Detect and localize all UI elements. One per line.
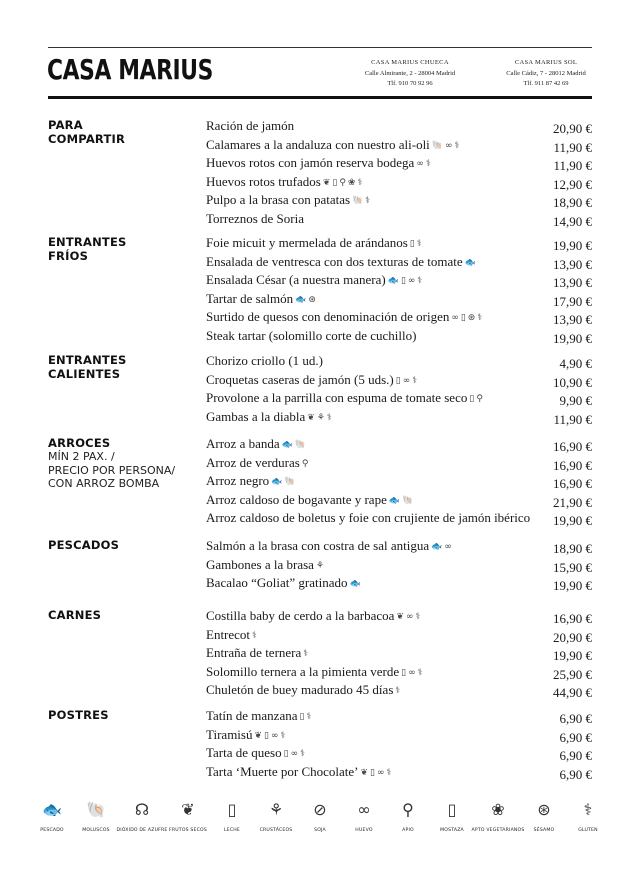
wheat-icon: ⚕ (412, 375, 418, 386)
legend-item (254, 800, 298, 833)
legend-label: FRUTOS SECOS (169, 828, 207, 833)
menu-item (206, 271, 592, 289)
shell-icon: 🐚 (86, 800, 106, 819)
section-title-line: CARNES (48, 608, 102, 622)
fish-icon: 🐟 (464, 257, 476, 268)
menu-item (206, 681, 592, 699)
menu-item-name-text: Tartar de salmón (206, 290, 294, 306)
menu-item-price: 11,90 € (553, 411, 592, 427)
legend-item (386, 800, 430, 833)
legend-label: PESCADO (40, 828, 64, 833)
menu-item (206, 117, 592, 135)
menu-item-price: 9,90 € (559, 393, 592, 408)
menu-item-price: 19,90 € (553, 648, 592, 663)
menu-item-price: 15,90 € (553, 559, 592, 575)
menu-item-name-text: Tiramisú (206, 726, 253, 742)
crustacean-icon: ⚘ (268, 800, 284, 819)
wheat-icon: ⚕ (425, 159, 431, 169)
legend-label: SOJA (314, 828, 326, 833)
menu-item-price: 12,90 € (553, 176, 592, 192)
menu-item-name (206, 454, 308, 473)
leaf-icon: ❀ (347, 177, 356, 188)
section-note-line: CON ARROZ BOMBA (48, 477, 160, 490)
menu-item-name (206, 509, 530, 527)
menu-item-price: 18,90 € (553, 195, 592, 210)
menu-item-name (206, 763, 391, 782)
egg-icon: ∞ (444, 542, 452, 552)
menu-item-name-text: Gambas a la diabla (206, 408, 306, 424)
menu-item-name-text: Chuletón de buey madurado 45 días (206, 682, 394, 697)
legend-label: GLUTEN (578, 828, 598, 833)
shell-icon: 🐚 (402, 495, 414, 506)
legend-label: APTO VEGETARIANOS (471, 828, 525, 833)
legend-item (210, 800, 254, 833)
menu-item-name (206, 290, 316, 309)
menu-item-price: 6,90 € (559, 711, 592, 726)
legend-item (298, 800, 342, 833)
crustacean-icon: ⚘ (315, 560, 325, 571)
wheat-icon: ⚕ (417, 276, 423, 286)
wheat-icon: ⚕ (416, 239, 422, 249)
menu-item-name-text: Bacalao “Goliat” gratinado (206, 575, 348, 590)
menu-item (206, 371, 592, 389)
egg-icon: ∞ (290, 749, 299, 759)
menu-item-name (206, 607, 420, 626)
menu-item-price: 11,90 € (553, 158, 592, 173)
menu-item-name-text: Foie micuit y mermelada de arándanos (206, 235, 408, 250)
shell-icon: 🐚 (352, 196, 364, 206)
menu-item-price: 19,90 € (553, 578, 592, 593)
egg-icon: ∞ (407, 276, 416, 286)
fish-icon: 🐟 (387, 276, 399, 286)
menu-item (206, 253, 592, 271)
section-title-line: FRÍOS (48, 249, 89, 263)
location-chueca (350, 58, 470, 90)
egg-icon: ∞ (451, 313, 459, 323)
section-title-line: PARA (48, 118, 83, 132)
menu-item-name-text: Ración de jamón (206, 118, 295, 133)
menu-item-name-text: Tarta de queso (206, 745, 282, 760)
shell-icon: 🐚 (284, 477, 296, 487)
fish-icon: 🐟 (281, 440, 293, 450)
soy-icon: ⊘ (313, 800, 327, 819)
menu-item-name-text: Arroz caldoso de bogavante y rape (206, 491, 387, 507)
section-title-line: PESCADOS (48, 538, 120, 552)
menu-item (206, 435, 592, 453)
menu-item-name (206, 389, 483, 408)
menu-item-name-text: Costilla baby de cerdo a la barbacoa (206, 608, 395, 623)
menu-item (206, 389, 592, 407)
wheat-icon: ⚕ (477, 313, 483, 323)
menu-item-price: 16,90 € (553, 611, 592, 626)
menu-item-name (206, 408, 332, 427)
menu-item-name-text: Arroz negro (206, 473, 270, 488)
menu-item-name-text: Arroz a banda (206, 436, 280, 451)
wheat-icon: ⚕ (306, 712, 312, 722)
sesame-icon: ⊛ (537, 800, 551, 819)
leaf-icon: ❀ (491, 800, 505, 819)
menu-item (206, 744, 592, 762)
menu-item-name-text: Surtido de quesos con denominación de origen (206, 309, 450, 324)
menu-item-name (206, 352, 323, 370)
menu-item-name (206, 574, 361, 593)
location-address: Calle Almirante, 2 - 28004 Madrid (364, 69, 456, 77)
menu-item-price: 16,90 € (553, 457, 592, 473)
milk-icon: ▯ (264, 730, 269, 741)
menu-item-name (206, 644, 308, 663)
wheat-icon: ⚕ (280, 730, 286, 741)
legend-label: APIO (402, 828, 414, 833)
menu-item-price: 18,90 € (553, 541, 592, 556)
location-address: Calle Cádiz, 7 - 28012 Madrid (506, 69, 586, 77)
menu-item-name-text: Solomillo ternera a la pimienta verde (206, 663, 400, 679)
menu-item-price: 13,90 € (553, 256, 592, 272)
menu-item (206, 763, 592, 781)
section-title (48, 353, 127, 381)
menu-item-price: 4,90 € (559, 356, 592, 371)
menu-item (206, 607, 592, 625)
menu-item-name (206, 191, 370, 210)
wheat-icon: ⚕ (252, 630, 257, 641)
menu-item-price: 20,90 € (553, 121, 592, 136)
menu-item (206, 136, 592, 154)
menu-item-name (206, 491, 413, 510)
section-note-line: PRECIO POR PERSONA/ (48, 463, 176, 477)
menu-item-name-text: Calamares a la andaluza con nuestro ali-oli (206, 136, 430, 152)
fish-icon: 🐟 (295, 294, 307, 305)
location-phone: Tlf. 911 87 42 69 (523, 80, 569, 87)
menu-item-name-text: Gambones a la brasa (206, 556, 314, 572)
legend-item (74, 800, 118, 833)
wheat-icon: ⚕ (326, 412, 332, 423)
fish-icon: 🐟 (388, 495, 401, 506)
menu-item (206, 408, 592, 426)
menu-item-price: 19,90 € (553, 513, 592, 528)
menu-item-name-text: Ensalada César (a nuestra manera) (206, 272, 386, 287)
menu-item (206, 663, 592, 681)
sulfite-icon: ☊ (134, 800, 150, 819)
fish-icon: 🐟 (271, 477, 283, 487)
location-phone: Tlf. 910 70 92 96 (387, 80, 433, 87)
menu-item (206, 173, 592, 191)
location-sol (486, 58, 606, 90)
wheat-icon: ⚕ (357, 177, 363, 188)
menu-item (206, 454, 592, 472)
celery-icon: ⚲ (339, 177, 346, 188)
wheat-icon: ⚕ (395, 686, 401, 696)
menu-item-name (206, 663, 422, 682)
menu-item-price: 44,90 € (553, 685, 592, 700)
egg-icon: ∞ (270, 730, 279, 741)
menu-item-price: 21,90 € (553, 494, 592, 510)
menu-item-name (206, 234, 422, 253)
menu-item (206, 574, 592, 592)
menu-item-name-text: Entrecot (206, 626, 251, 642)
menu-item (206, 491, 592, 509)
menu-item (206, 556, 592, 574)
legend-item (30, 800, 74, 833)
menu-item (206, 191, 592, 209)
nuts-icon: ❦ (396, 612, 404, 622)
section-title-line: ENTRANTES (48, 235, 127, 249)
legend-item (471, 800, 525, 833)
milk-icon: ▯ (370, 767, 375, 778)
celery-icon: ⚲ (402, 800, 414, 819)
section-title-line: COMPARTIR (48, 132, 126, 146)
menu-item-name-text: Tarta ‘Muerte por Chocolate’ (206, 763, 359, 779)
menu-item-name (206, 271, 422, 290)
menu-item-name-text: Chorizo criollo (1 ud.) (206, 353, 323, 368)
menu-item-name (206, 327, 416, 345)
section-title (48, 118, 125, 146)
legend-label: SÉSAMO (533, 828, 555, 833)
legend-item (342, 800, 386, 833)
nuts-icon: ❦ (322, 177, 331, 188)
menu-item-name (206, 371, 417, 390)
wheat-icon: ⚕ (365, 196, 371, 206)
menu-item-name-text: Huevos rotos con jamón reserva bodega (206, 155, 415, 170)
wheat-icon: ⚕ (303, 649, 309, 659)
section-title (48, 538, 119, 552)
menu-item (206, 644, 592, 662)
menu-item-name-text: Provolone a la parrilla con espuma de tomate seco (206, 390, 468, 405)
menu-item (206, 509, 592, 527)
menu-item-price: 19,90 € (553, 238, 592, 253)
menu-item-name-text: Tatín de manzana (206, 708, 298, 723)
menu-item-price: 19,90 € (553, 330, 592, 346)
milk-icon: ▯ (409, 239, 415, 249)
legend-label: DIÓXIDO DE AZUFRE (116, 828, 168, 833)
menu-item (206, 308, 592, 326)
shell-icon: 🐚 (294, 440, 307, 450)
egg-icon: ∞ (357, 800, 371, 819)
allergen-legend (30, 800, 610, 833)
legend-label: HUEVO (355, 828, 373, 833)
menu-item (206, 472, 592, 490)
location-name: CASA MARIUS CHUECA (371, 59, 449, 66)
menu-item-price: 16,90 € (553, 476, 592, 491)
menu-item-price: 10,90 € (553, 374, 592, 390)
menu-item-name-text: Ensalada de ventresca con dos texturas de tomate (206, 253, 463, 269)
section-title-line: POSTRES (48, 708, 109, 722)
mustard-icon: ▯ (447, 800, 457, 819)
menu-item-price: 17,90 € (553, 293, 592, 309)
milk-icon: ▯ (299, 712, 305, 722)
egg-icon: ∞ (408, 667, 416, 678)
egg-icon: ∞ (416, 159, 424, 169)
section-title (48, 436, 175, 491)
fish-icon: 🐟 (42, 800, 62, 819)
shell-icon: 🐚 (431, 140, 444, 151)
menu-item-name (206, 472, 296, 491)
legend-item (166, 800, 210, 833)
legend-item (430, 800, 474, 833)
wheat-icon: ⚕ (454, 140, 460, 151)
legend-item (566, 800, 610, 833)
menu-item-name-text: Salmón a la brasa con costra de sal antigua (206, 538, 430, 553)
milk-icon: ▯ (400, 276, 406, 286)
menu-item-price: 13,90 € (553, 312, 592, 327)
menu-item-name-text: Arroz caldoso de boletus y foie con crujiente de jamón ibérico (206, 510, 531, 525)
celery-icon: ⚲ (301, 458, 309, 469)
menu-item-name (206, 117, 294, 135)
fish-icon: 🐟 (431, 542, 443, 552)
celery-icon: ⚲ (476, 394, 483, 404)
menu-item-name-text: Pulpo a la brasa con patatas (206, 192, 351, 207)
menu-item-price: 6,90 € (559, 748, 592, 763)
nuts-icon: ❦ (254, 730, 263, 741)
menu-item (206, 234, 592, 252)
menu-item (206, 726, 592, 744)
wheat-icon: ⚕ (386, 767, 392, 778)
menu-item-name (206, 173, 362, 192)
menu-item (206, 707, 592, 725)
menu-item-name (206, 136, 459, 155)
location-name: CASA MARIUS SOL (514, 59, 578, 66)
menu-item-name-text: Torreznos de Soria (206, 210, 305, 226)
wheat-icon: ⚕ (300, 749, 305, 759)
menu-item-price: 20,90 € (553, 629, 592, 645)
menu-item-price: 14,90 € (553, 213, 592, 229)
wheat-icon: ⚕ (417, 667, 423, 678)
milk-icon: ▯ (469, 394, 475, 404)
header-bottom-rule (48, 96, 592, 99)
menu-item-name (206, 308, 482, 327)
legend-item (118, 800, 166, 833)
menu-item (206, 352, 592, 370)
menu-item (206, 626, 592, 644)
menu-item-price: 11,90 € (553, 139, 592, 155)
section-title-line: CALIENTES (48, 367, 121, 381)
menu-item-name-text: Arroz de verduras (206, 454, 300, 470)
fish-icon: 🐟 (349, 579, 361, 589)
header-top-rule (48, 47, 592, 48)
menu-item-price: 16,90 € (553, 439, 592, 454)
nuts-icon: ❦ (360, 767, 369, 778)
egg-icon: ∞ (402, 375, 411, 386)
menu-item-name (206, 726, 285, 745)
menu-item-name (206, 626, 257, 645)
menu-item-price: 13,90 € (553, 275, 592, 290)
section-title-line: ARROCES (48, 436, 111, 450)
legend-label: MOSTAZA (440, 828, 464, 833)
sesame-icon: ⊛ (467, 313, 476, 323)
section-title (48, 708, 109, 722)
legend-label: MOLUSCOS (82, 828, 110, 833)
egg-icon: ∞ (405, 612, 414, 622)
wheat-icon: ⚕ (415, 612, 421, 622)
menu-item-price: 6,90 € (559, 766, 592, 782)
nuts-icon: ❦ (181, 800, 195, 819)
menu-item-name (206, 744, 305, 763)
milk-icon: ▯ (283, 749, 289, 759)
menu-item-price: 6,90 € (559, 729, 592, 745)
menu-item (206, 327, 592, 345)
section-title (48, 608, 101, 622)
menu-item-name (206, 253, 476, 272)
egg-icon: ∞ (377, 767, 385, 778)
menu-item-name-text: Entraña de ternera (206, 645, 302, 660)
menu-item (206, 154, 592, 172)
menu-item (206, 210, 592, 228)
legend-label: CRUSTÁCEOS (259, 828, 293, 833)
menu-item (206, 537, 592, 555)
nuts-icon: ❦ (307, 412, 315, 423)
menu-item-name (206, 556, 324, 575)
menu-item-price: 25,90 € (553, 666, 592, 682)
menu-item-name-text: Croquetas caseras de jamón (5 uds.) (206, 371, 394, 387)
section-title-line: ENTRANTES (48, 353, 127, 367)
menu-item-name (206, 537, 452, 556)
milk-icon: ▯ (401, 667, 407, 678)
menu-item-name (206, 681, 400, 700)
menu-item-name (206, 435, 306, 454)
menu-item-name (206, 707, 311, 726)
egg-icon: ∞ (445, 140, 453, 151)
section-title (48, 235, 127, 263)
milk-icon: ▯ (227, 800, 237, 819)
menu-item-name-text: Huevos rotos trufados (206, 173, 321, 189)
menu-item-name-text: Steak tartar (solomillo corte de cuchillo) (206, 327, 417, 343)
sesame-icon: ⊛ (308, 294, 316, 305)
menu-item-name (206, 154, 431, 173)
legend-item (522, 800, 566, 833)
menu-item (206, 290, 592, 308)
menu-item-name (206, 210, 304, 228)
wheat-icon: ⚕ (583, 800, 593, 819)
crustacean-icon: ⚘ (316, 412, 325, 423)
milk-icon: ▯ (395, 375, 401, 386)
section-note-line: MÍN 2 PAX. / (48, 450, 115, 463)
milk-icon: ▯ (332, 177, 338, 188)
legend-label: LECHE (223, 828, 241, 833)
milk-icon: ▯ (460, 313, 466, 323)
restaurant-logo: CASA MARIUS (47, 53, 213, 86)
